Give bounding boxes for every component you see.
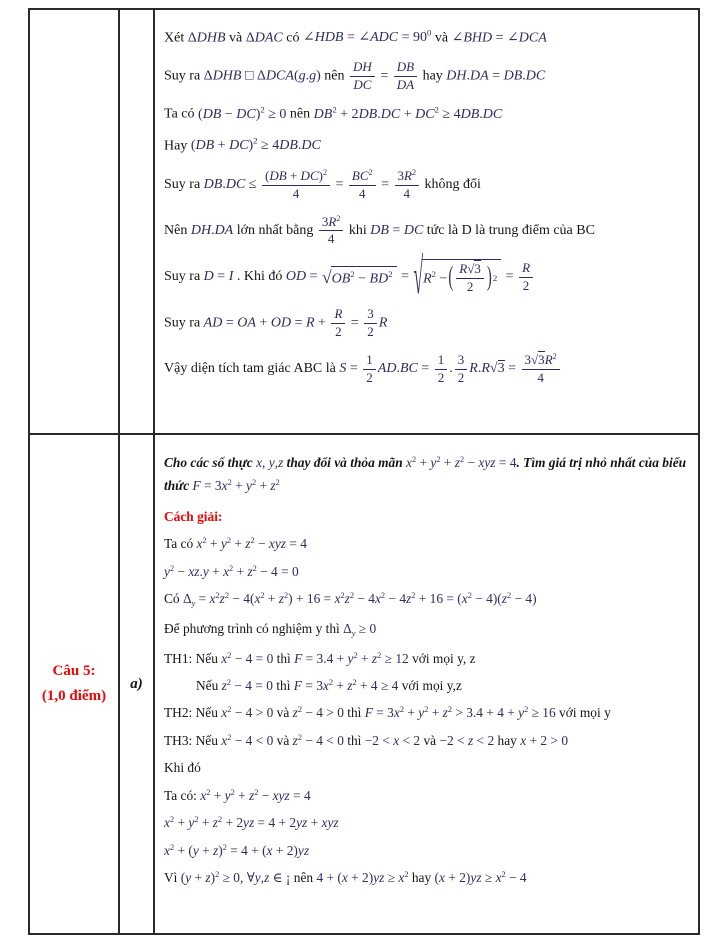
math-expression: $R^2$ −: [423, 269, 448, 287]
big-paren: ): [486, 263, 492, 293]
radical-sign: √: [531, 352, 539, 368]
fraction: [262, 168, 330, 202]
solution-line: [164, 508, 692, 525]
math-expression: $F = 3x^2 + z^2 + 4 \ge 4$: [293, 677, 399, 693]
math-expression: 2: [367, 324, 374, 340]
solution-line: [164, 590, 692, 610]
text-run: Cách giải:: [164, 508, 223, 524]
fraction: [395, 168, 420, 202]
solution-line: [164, 759, 692, 776]
text-run: với mọi y, z: [408, 650, 476, 666]
math-expression: $3R^2$: [397, 167, 416, 183]
text-run: và: [431, 30, 452, 46]
text-run: Để phương trình có nghiệm y thì: [164, 620, 344, 636]
text-run: Suy ra: [164, 68, 204, 84]
math-expression: ΔDAC: [245, 30, 283, 46]
math-expression: 4: [403, 185, 410, 201]
solution-line: [164, 214, 692, 248]
math-expression: S =: [339, 361, 362, 377]
math-expression: =: [332, 176, 347, 192]
question-label-cell-row2: [30, 435, 120, 933]
text-run: Nên: [164, 222, 191, 238]
math-expression: 2: [522, 277, 530, 293]
math-expression: (DB + DC)$^2$: [264, 167, 328, 183]
text-run: thì: [343, 705, 365, 721]
radical-sign: √: [489, 361, 498, 377]
part-label-cell-row2: [120, 435, 155, 933]
math-expression: −2 < x < 2: [364, 732, 421, 748]
text-run: hay: [408, 869, 435, 885]
solution-table: [28, 8, 700, 935]
math-expression: DC: [353, 76, 372, 92]
math-expression: ΔDHB: [187, 30, 226, 46]
math-expression: $F = 3x^2 + y^2 + z^2$: [192, 478, 280, 494]
math-expression: $3√3R^2$: [524, 352, 557, 368]
math-expression: 4: [292, 185, 300, 201]
math-expression: $(x + 2)yz \ge x^2 - 4$: [434, 869, 527, 885]
superscript: 2: [492, 273, 498, 284]
math-expression: (DB − DC)$^2$ ≥ 0: [198, 104, 287, 122]
math-expression: =: [376, 68, 392, 84]
solution-line: [196, 677, 692, 694]
math-expression: 1: [437, 351, 445, 367]
math-expression: =: [502, 269, 518, 285]
text-run: và: [273, 732, 293, 748]
text-run: thì: [273, 650, 295, 666]
fraction: [363, 353, 376, 386]
text-run: với mọi y,z: [398, 678, 462, 693]
math-expression: $\Delta_y \ge 0$: [343, 620, 377, 638]
text-run: Khi đó: [164, 760, 201, 776]
solution-line: [164, 60, 692, 93]
math-expression: x + 2 > 0: [520, 732, 569, 748]
math-expression: $BC^2$: [351, 167, 373, 183]
math-expression: 2: [335, 324, 342, 340]
radical-sign: √: [467, 261, 475, 277]
text-run: nên: [290, 869, 317, 885]
text-run: lớn nhất bằng: [233, 222, 317, 238]
math-expression: $x^2 + y^2 + z^2$ − xyz = 4: [406, 454, 517, 470]
solution-line: [164, 246, 692, 305]
text-run: Cho các số thực: [164, 455, 257, 470]
text-run: . Khi đó: [233, 269, 286, 285]
math-expression: 2: [457, 369, 465, 385]
solution-cell-row1: [155, 10, 698, 435]
fraction: [435, 353, 448, 386]
fraction: [364, 307, 377, 340]
solution-line: [164, 307, 692, 340]
question-label-cell-row1: [30, 10, 120, 435]
math-expression: R: [334, 306, 343, 322]
text-run: tức là D là trung điểm của BC: [423, 222, 595, 238]
math-expression: $x^2 + y^2 + z^2$ − xyz = 4: [200, 787, 311, 803]
text-run: Hay: [164, 138, 191, 154]
math-expression: $x^2 - 4 < 0$: [221, 732, 274, 748]
solution-line: [164, 563, 692, 580]
math-expression: AD.BC =: [377, 361, 433, 377]
math-expression: =: [377, 176, 393, 192]
math-expression: DB = DC: [370, 222, 424, 238]
math-expression: 2: [366, 369, 373, 385]
radical-sign: √: [413, 246, 424, 305]
question-number: Câu 5:: [52, 662, 96, 679]
text-run: Suy ra: [164, 269, 204, 285]
math-expression: $3R^2$: [321, 213, 341, 229]
math-expression: $y^2 - xz.y + x^2 + z^2 - 4 = 0$: [164, 563, 299, 579]
text-run: thì: [272, 678, 294, 693]
math-expression: $F = 3.4 + y^2 + z^2 \ge 12$: [294, 650, 409, 666]
math-expression: $OB^2 - BD^2$: [331, 269, 393, 287]
solution-line: [164, 104, 692, 124]
math-expression: 4: [359, 185, 366, 201]
math-expression: $x^2 - 4 = 0$: [221, 650, 274, 666]
math-expression: DB.DC ≤: [203, 176, 260, 192]
text-run: Vì: [164, 869, 181, 885]
text-run: và: [273, 705, 293, 721]
text-run: thay đổi và thỏa mãn: [283, 455, 407, 470]
math-expression: $z^2 - 4 < 0$: [292, 732, 344, 748]
text-run: hay: [419, 68, 447, 84]
text-run: và: [225, 30, 246, 46]
text-run: Ta có: [164, 106, 199, 122]
text-run: có: [282, 30, 303, 46]
text-run: Suy ra: [164, 176, 204, 192]
math-expression: 4: [327, 231, 335, 247]
math-expression: $x^2 + y^2 + z^2 + 2yz = 4 + 2yz$ + xyz: [164, 814, 339, 831]
math-expression: 3: [457, 351, 465, 367]
text-run: khi: [345, 222, 371, 238]
solution-line: [164, 869, 692, 886]
solution-line: [164, 787, 692, 804]
math-expression: =: [397, 269, 413, 285]
fraction: [350, 60, 375, 93]
math-expression: ΔDHB □ ΔDCA(g.g): [203, 68, 321, 84]
text-run: hay: [494, 732, 521, 748]
text-run: Xét: [164, 30, 188, 46]
math-expression: DH.DA = DB.DC: [446, 68, 546, 84]
math-expression: AD = OA + OD = R +: [203, 315, 330, 331]
solution-line: [164, 732, 692, 749]
math-expression: 2: [466, 279, 474, 295]
fraction: [522, 352, 560, 386]
text-run: TH1: Nếu: [164, 650, 222, 666]
math-expression: 1: [366, 351, 373, 367]
math-expression: R: [522, 259, 531, 275]
text-run: Có: [164, 591, 183, 607]
part-label-cell-row1: [120, 10, 155, 435]
math-expression: (DB + DC)$^2$ ≥ 4DB.DC: [190, 136, 321, 154]
solution-line: [164, 136, 692, 156]
math-expression: $4 + (x + 2)yz \ge x^2$: [316, 869, 409, 885]
text-run: Nếu: [196, 678, 222, 693]
math-expression: $\Delta_y = x^2z^2 - 4(x^2 + z^2) + 16 = x^2z^2 - 4x^2 - 4z^2 + 16 = (x^2 - 4)(z^2 - 4)$: [182, 591, 537, 609]
math-expression: DA: [396, 76, 415, 92]
solution-line: [164, 535, 692, 552]
math-expression: $DB^2 + 2DB.DC + DC^2 \ge 4DB.DC$: [313, 104, 503, 122]
solution-line: [164, 352, 692, 386]
text-run: Vậy diện tích tam giác ABC là: [164, 361, 340, 377]
math-expression: R√3: [459, 261, 481, 277]
big-paren: (: [448, 263, 454, 293]
math-expression: $x^2 + y^2 + z^2$ − xyz = 4: [196, 536, 307, 552]
math-expression: =: [347, 315, 363, 331]
radical-sign: √: [322, 266, 332, 287]
math-expression: $x^2 - 4 > 0$: [221, 705, 274, 721]
text-run: Suy ra: [164, 315, 204, 331]
solution-line: [164, 814, 692, 831]
fraction: [331, 307, 345, 340]
math-expression: .: [449, 361, 453, 377]
square-root: [322, 266, 397, 289]
solution-cell-row2: [155, 435, 698, 933]
fraction: [456, 262, 484, 295]
text-run: TH3: Nếu: [164, 732, 222, 748]
question-points: (1,0 điểm): [41, 688, 107, 704]
text-run: không đổi: [421, 176, 481, 192]
text-run: nên: [286, 106, 314, 122]
math-expression: DH: [353, 58, 372, 74]
solution-line: [164, 842, 692, 859]
math-expression: DH.DA: [190, 222, 234, 238]
math-expression: ∠BHD = ∠DCA: [451, 30, 547, 46]
math-expression: $x^2 + (y + z)^2 = 4 + (x + 2)yz$: [164, 842, 310, 858]
text-run: . Tìm giá trị nhỏ nhất của biểu thức: [164, 455, 687, 494]
math-expression: $(y + z)^2 \ge 0$, ∀y,z ∈ ¡: [180, 869, 291, 885]
solution-line: [164, 451, 692, 498]
text-run: thì: [343, 732, 365, 748]
math-expression: R.R√3 =: [469, 361, 520, 377]
fraction: [319, 214, 344, 248]
math-expression: 4: [537, 370, 544, 386]
math-expression: OD =: [285, 269, 322, 285]
solution-line: [164, 650, 692, 667]
fraction: [349, 168, 376, 202]
solution-line: [164, 620, 692, 640]
math-expression: 2: [437, 369, 445, 385]
text-run: TH2: Nếu: [164, 705, 222, 721]
text-run: nên: [320, 68, 348, 84]
math-expression: 3: [367, 306, 374, 322]
part-label: a): [130, 675, 143, 692]
text-run: với mọi y: [555, 705, 611, 721]
solution-line: [164, 168, 692, 202]
square-root: [413, 246, 501, 305]
math-expression: −2 < z < 2: [439, 732, 495, 748]
fraction: [455, 353, 468, 386]
math-expression: $z^2 - 4 = 0$: [221, 677, 273, 693]
math-expression: x, y,z: [256, 455, 284, 470]
fraction: [394, 60, 417, 93]
math-expression: R: [378, 315, 388, 331]
math-expression: $z^2 - 4 > 0$: [292, 705, 344, 721]
solution-line: [164, 28, 692, 48]
text-run: Ta có: [164, 536, 197, 552]
math-expression: $F = 3x^2 + y^2 + z^2 > 3.4 + 4 + y^2 \ge 16$: [364, 705, 556, 721]
fraction: [519, 261, 533, 294]
math-expression: D = I: [203, 269, 234, 285]
text-run: và: [420, 732, 440, 748]
math-expression: ∠HDB = ∠ADC = $90^0$: [302, 28, 432, 46]
solution-line: [164, 704, 692, 721]
math-expression: DB: [396, 58, 415, 74]
text-run: Ta có:: [164, 787, 201, 803]
